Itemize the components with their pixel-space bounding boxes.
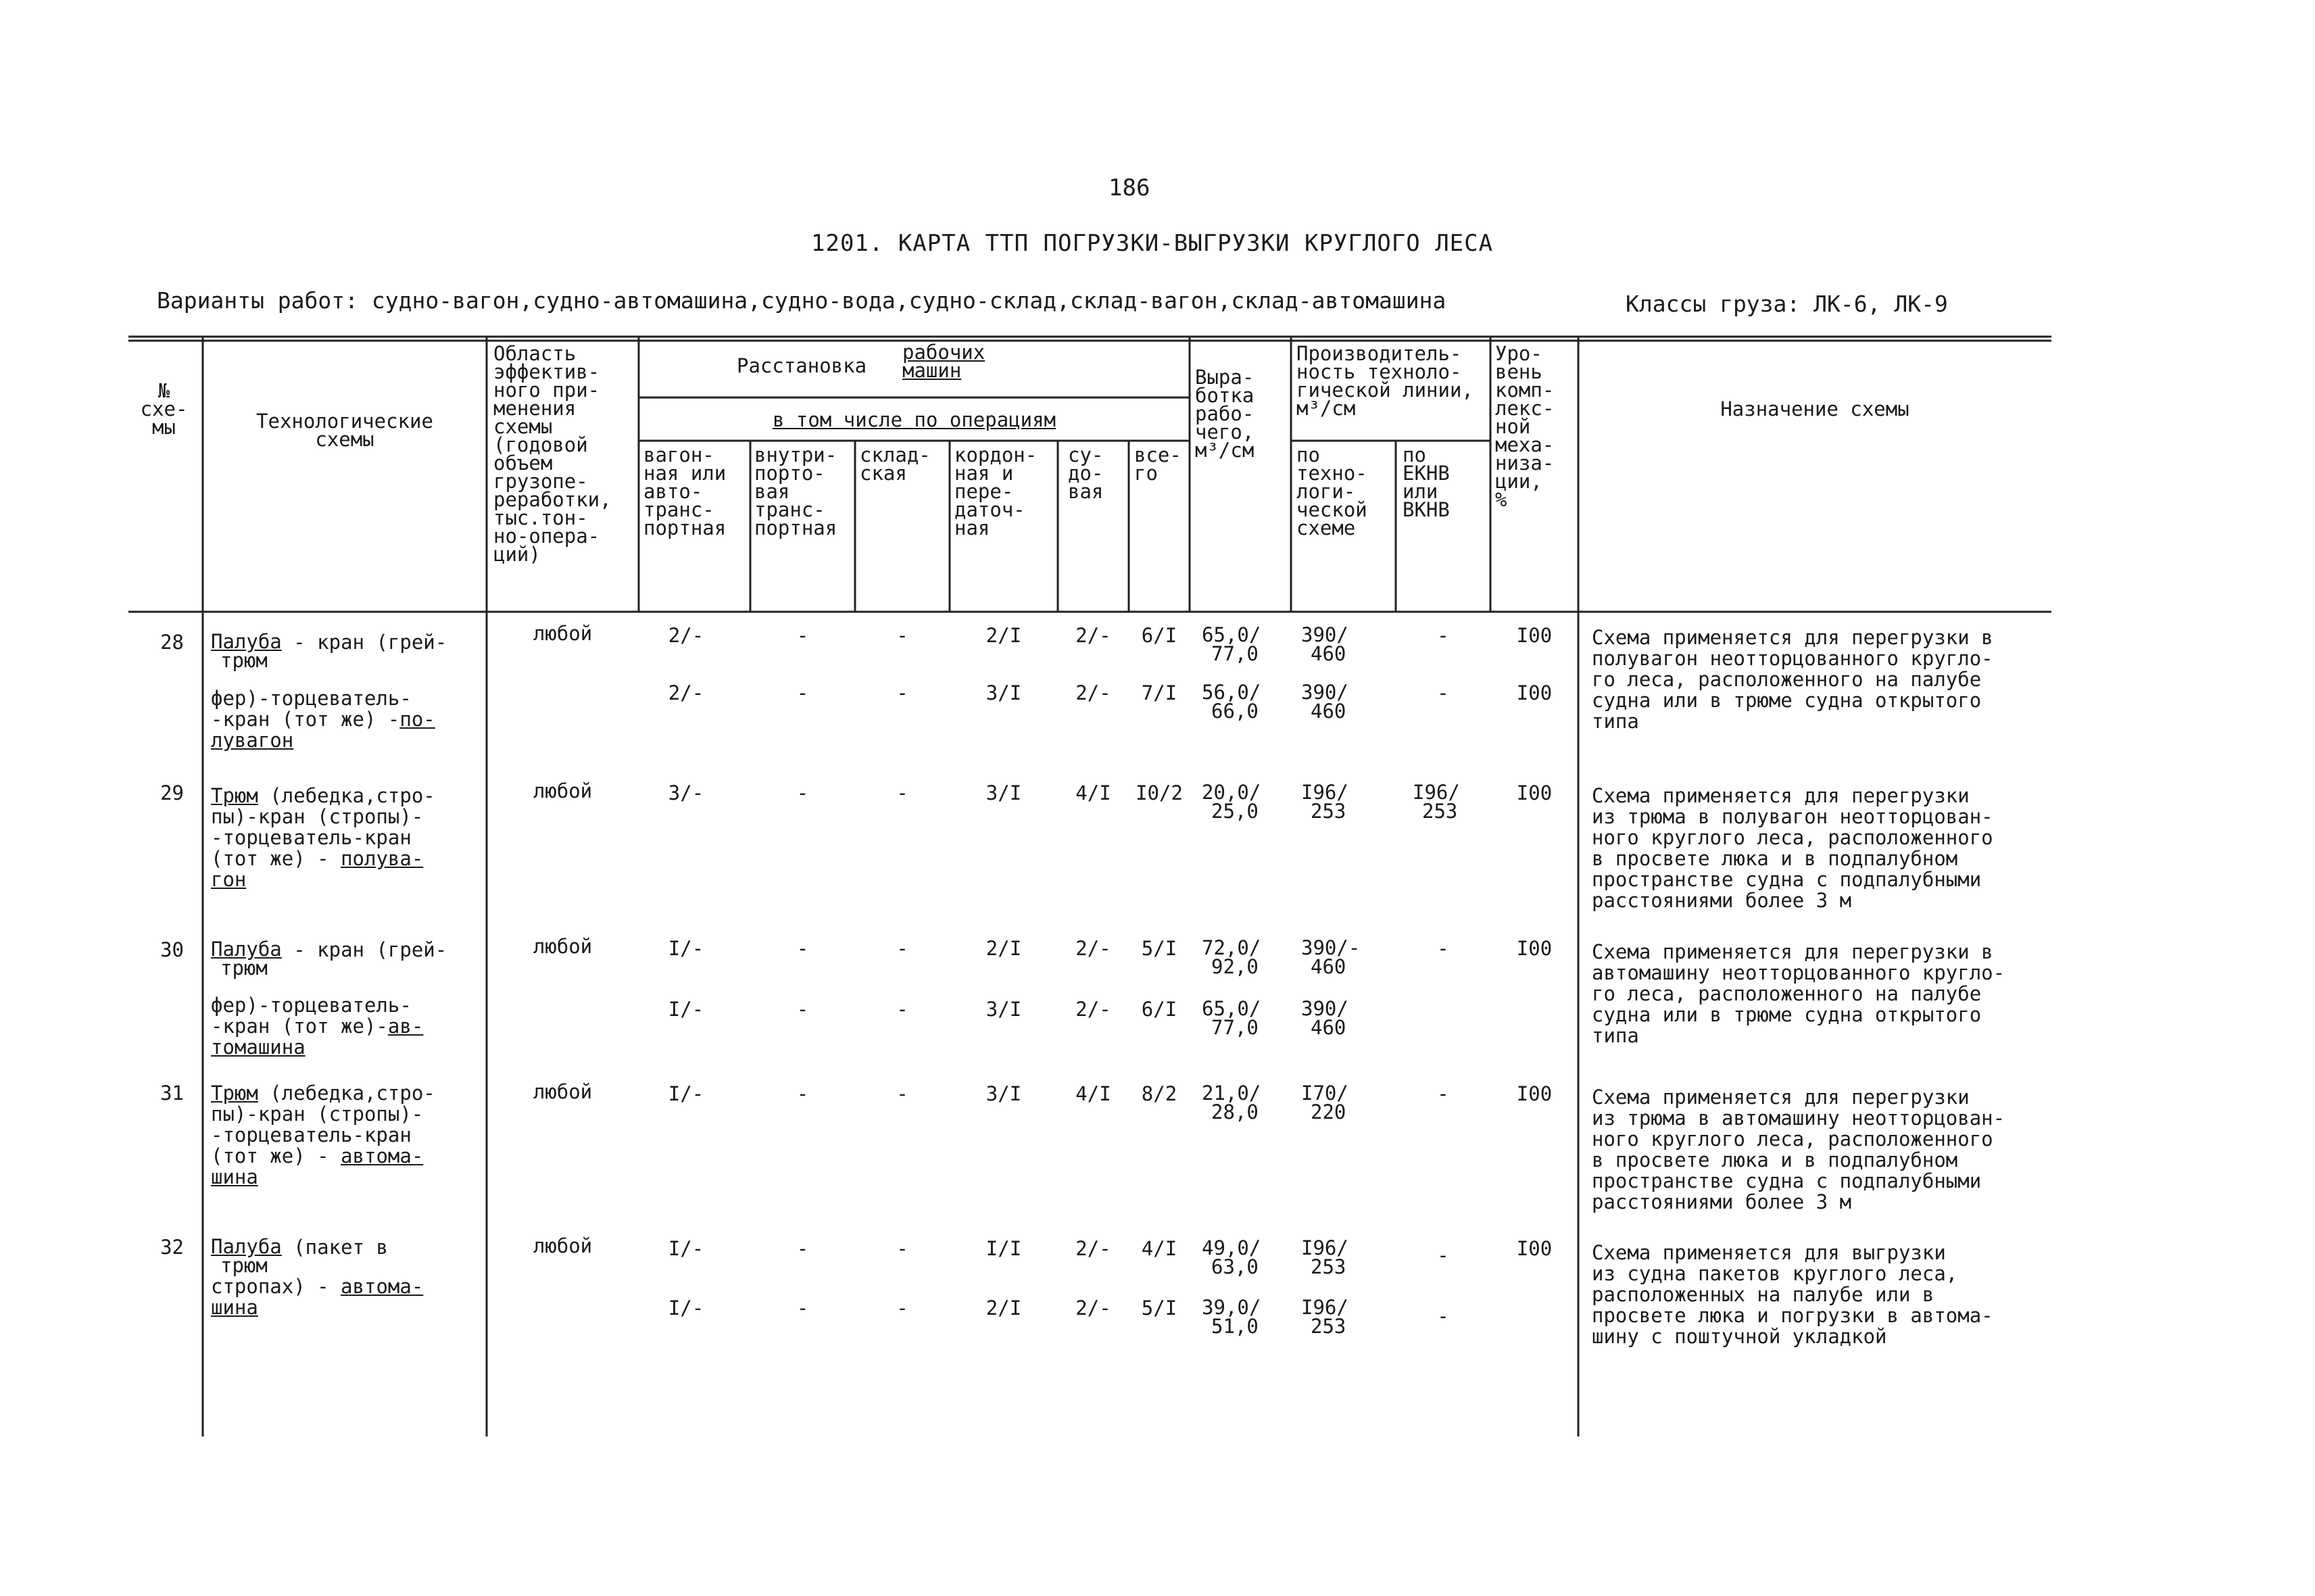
op-storage: - — [896, 624, 908, 647]
tech-destination: по- лувагон — [211, 708, 435, 752]
scheme-purpose: Схема применяется для перегрузки в полувагон неотторцованного кругло- го леса, расположенного на палубе судна или в трюме судна открытого типа — [1592, 626, 1993, 733]
tech-destination: полува- гон — [211, 847, 424, 891]
prod-eknv-value: - — [1437, 937, 1449, 960]
prod-tech-value: I96/ 253 — [1301, 1236, 1348, 1278]
op-storage: - — [896, 1237, 908, 1260]
op-inner: - — [796, 1297, 809, 1320]
op-kordon: 2/I — [985, 937, 1022, 960]
op-ship: 2/- — [1075, 1237, 1111, 1260]
tech-text: (лебедка,стро- пы)-кран (стропы)- -торцеватель-кран (тот же) - — [211, 1082, 435, 1167]
prod-tech-value: 390/- 460 — [1301, 936, 1361, 978]
prod-tech-value: 390/ 460 — [1301, 623, 1348, 665]
tech-destination: автома- шина — [211, 1144, 424, 1188]
op-total: 8/2 — [1141, 1082, 1177, 1105]
tech-hold: трюм — [220, 957, 268, 980]
mech-level-value: I00 — [1516, 937, 1553, 960]
op-wagon: 2/- — [668, 624, 704, 647]
op-total: 4/I — [1141, 1237, 1177, 1260]
tech-text-cont: стропах) - — [211, 1275, 341, 1298]
tech-scheme — [211, 1083, 481, 1188]
op-kordon: 3/I — [985, 781, 1022, 804]
mech-level-value: I00 — [1516, 781, 1553, 804]
op-ship: 2/- — [1075, 681, 1111, 704]
prod-eknv-value: - — [1437, 1082, 1449, 1105]
prod-eknv-value: - — [1437, 624, 1449, 647]
header-scheme-no: № схе- мы — [140, 379, 188, 439]
tech-scheme — [211, 1237, 481, 1275]
output-value: 20,0/ 25,0 — [1202, 781, 1261, 823]
scheme-purpose: Схема применяется для перегрузки из трюма в автомашину неотторцован- ного круглого леса, расположенного в просвете люка и в подпалубном пространстве судна с подпалубными расстояниями более 3 м — [1592, 1086, 2005, 1213]
mech-level-value: I00 — [1516, 1237, 1553, 1260]
prod-eknv-value: - — [1437, 681, 1449, 704]
op-storage: - — [896, 937, 908, 960]
header-placement: Расстановка — [737, 354, 867, 377]
header-prod-eknv: по ЕКНВ или ВКНВ — [1403, 443, 1450, 521]
header-mech-level: Уро- вень комп- лекс- ной меха- низа- ции, % — [1495, 342, 1555, 511]
application-area: любой — [533, 622, 593, 645]
prod-tech-value: I70/ 220 — [1301, 1082, 1348, 1123]
scheme-number: 31 — [160, 1082, 184, 1105]
op-inner: - — [796, 1082, 809, 1105]
tech-scheme-cont — [211, 688, 481, 751]
prod-eknv-value: I96/ 253 — [1413, 781, 1460, 823]
op-ship: 2/- — [1075, 937, 1111, 960]
tech-text-cont: фер)-торцеватель- -кран (тот же)- — [211, 994, 412, 1038]
op-ship: 2/- — [1075, 1297, 1111, 1320]
op-wagon: I/- — [668, 998, 704, 1021]
output-value: 65,0/ 77,0 — [1202, 623, 1261, 665]
op-inner: - — [796, 1237, 809, 1260]
tech-destination: ав- томашина — [211, 1015, 424, 1059]
header-purpose: Назначение схемы — [1720, 397, 1909, 420]
op-ship: 2/- — [1075, 998, 1111, 1021]
tech-hold: трюм — [220, 1254, 268, 1277]
header-prod-tech: по техно- логи- ческой схеме — [1296, 443, 1367, 539]
tech-text: (лебедка,стро- пы)-кран (стропы)- -торцеватель-кран (тот же) - — [211, 784, 435, 870]
tech-destination: автома- шина — [211, 1275, 424, 1319]
tech-text: (пакет в — [281, 1236, 388, 1259]
tech-scheme — [211, 632, 481, 670]
tech-scheme-cont — [211, 995, 481, 1058]
op-total: 6/I — [1141, 998, 1177, 1021]
op-inner: - — [796, 624, 809, 647]
tech-hold: Трюм — [211, 1082, 258, 1105]
tech-hold: Трюм — [211, 784, 258, 807]
tech-deck: Палуба — [211, 1235, 282, 1258]
tech-deck: Палуба — [211, 630, 282, 653]
mech-level-value: I00 — [1516, 681, 1553, 704]
header-tech-schemes: Технологические схемы — [256, 410, 433, 451]
tech-scheme — [211, 938, 481, 980]
prod-tech-value: 390/ 460 — [1301, 997, 1348, 1039]
output-value: 56,0/ 66,0 — [1202, 681, 1261, 723]
output-value: 49,0/ 63,0 — [1202, 1236, 1261, 1278]
op-kordon: 2/I — [985, 624, 1022, 647]
op-total: 5/I — [1141, 937, 1177, 960]
scheme-number: 32 — [160, 1236, 184, 1259]
op-inner: - — [796, 681, 809, 704]
header-op-ship: су- до- вая — [1068, 443, 1104, 503]
application-area: любой — [533, 1234, 593, 1257]
op-kordon: 3/I — [985, 998, 1022, 1021]
scheme-purpose: Схема применяется для перегрузки в автомашину неотторцованного кругло- го леса, расположенного на палубе судна или в трюме судна открытого типа — [1592, 940, 2005, 1047]
op-ship: 4/I — [1075, 781, 1111, 804]
op-wagon: 2/- — [668, 681, 704, 704]
scheme-purpose: Схема применяется для перегрузки из трюма в полувагон неотторцован- ного круглого леса, расположенного в просвете люка и в подпалубном пространстве судна с подпалубными расстояниями более 3 м — [1592, 784, 1993, 912]
op-total: I0/2 — [1136, 781, 1183, 804]
scheme-number: 30 — [160, 938, 184, 961]
scheme-purpose: Схема применяется для выгрузки из судна пакетов круглого леса, расположенных на палубе или в просвете люка и погрузки в автома- шину с поштучной укладкой — [1592, 1241, 1993, 1348]
scheme-number: 29 — [160, 781, 184, 804]
mech-level-value: I00 — [1516, 624, 1553, 647]
tech-deck: Палуба — [211, 938, 282, 961]
tech-text: - кран (грей- — [281, 938, 447, 961]
prod-tech-value: I96/ 253 — [1301, 1296, 1348, 1338]
output-value: 39,0/ 51,0 — [1202, 1296, 1261, 1338]
op-storage: - — [896, 1082, 908, 1105]
header-op-total: все- го — [1134, 443, 1181, 485]
cargo-classes: Классы груза: ЛК-6, ЛК-9 — [1626, 291, 1948, 317]
header-placement-machines: рабочих машин — [902, 341, 985, 382]
op-wagon: I/- — [668, 1082, 704, 1105]
header-productivity: Производитель- ность техноло- гической линии, м³/см — [1296, 342, 1473, 420]
op-storage: - — [896, 681, 908, 704]
tech-hold: трюм — [220, 649, 268, 672]
op-storage: - — [896, 998, 908, 1021]
output-value: 65,0/ 77,0 — [1202, 997, 1261, 1039]
op-inner: - — [796, 998, 809, 1021]
application-area: любой — [533, 779, 593, 802]
op-total: 6/I — [1141, 624, 1177, 647]
header-op-wagon: вагон- ная или авто- транс- портная — [643, 443, 727, 539]
op-wagon: I/- — [668, 1297, 704, 1320]
work-variants: Варианты работ: судно-вагон,судно-автомашина,судно-вода,судно-склад,склад-вагон,склад-автомашина — [157, 287, 1446, 314]
tech-scheme — [211, 785, 481, 890]
op-kordon: I/I — [985, 1237, 1022, 1260]
header-op-kordon: кордон- ная и пере- даточ- ная — [954, 443, 1038, 539]
op-kordon: 3/I — [985, 1082, 1022, 1105]
header-output: Выра- ботка рабо- чего, м³/см — [1195, 366, 1254, 462]
page-title: 1201. КАРТА ТТП ПОГРУЗКИ-ВЫГРУЗКИ КРУГЛОГО ЛЕСА — [811, 230, 1494, 257]
header-op-storage: склад- ская — [860, 443, 931, 485]
prod-eknv-value: - — [1437, 1305, 1449, 1328]
op-storage: - — [896, 1297, 908, 1320]
op-wagon: 3/- — [668, 781, 704, 804]
prod-tech-value: I96/ 253 — [1301, 781, 1348, 823]
tech-scheme-cont — [211, 1276, 481, 1318]
page-number: 186 — [1108, 174, 1150, 201]
op-kordon: 3/I — [985, 681, 1022, 704]
op-ship: 4/I — [1075, 1082, 1111, 1105]
op-inner: - — [796, 937, 809, 960]
output-value: 21,0/ 28,0 — [1202, 1082, 1261, 1123]
op-storage: - — [896, 781, 908, 804]
op-inner: - — [796, 781, 809, 804]
op-total: 7/I — [1141, 681, 1177, 704]
prod-tech-value: 390/ 460 — [1301, 681, 1348, 723]
op-total: 5/I — [1141, 1297, 1177, 1320]
application-area: любой — [533, 935, 593, 958]
op-wagon: I/- — [668, 937, 704, 960]
tech-text: - кран (грей- — [281, 631, 447, 654]
output-value: 72,0/ 92,0 — [1202, 936, 1261, 978]
scheme-number: 28 — [160, 631, 184, 654]
application-area: любой — [533, 1080, 593, 1103]
tech-text-cont: фер)-торцеватель- -кран (тот же) - — [211, 687, 412, 731]
mech-level-value: I00 — [1516, 1082, 1553, 1105]
op-ship: 2/- — [1075, 624, 1111, 647]
header-application-area: Область эффектив- ного при- менения схемы (годовой объем грузопе- реработки, тыс.тон- но-опера- ций) — [493, 342, 612, 566]
header-incl-operations: в том числе по операциям — [772, 408, 1056, 431]
header-op-inner: внутри- порто- вая транс- портная — [754, 443, 837, 539]
prod-eknv-value: - — [1437, 1244, 1449, 1267]
op-kordon: 2/I — [985, 1297, 1022, 1320]
op-wagon: I/- — [668, 1237, 704, 1260]
